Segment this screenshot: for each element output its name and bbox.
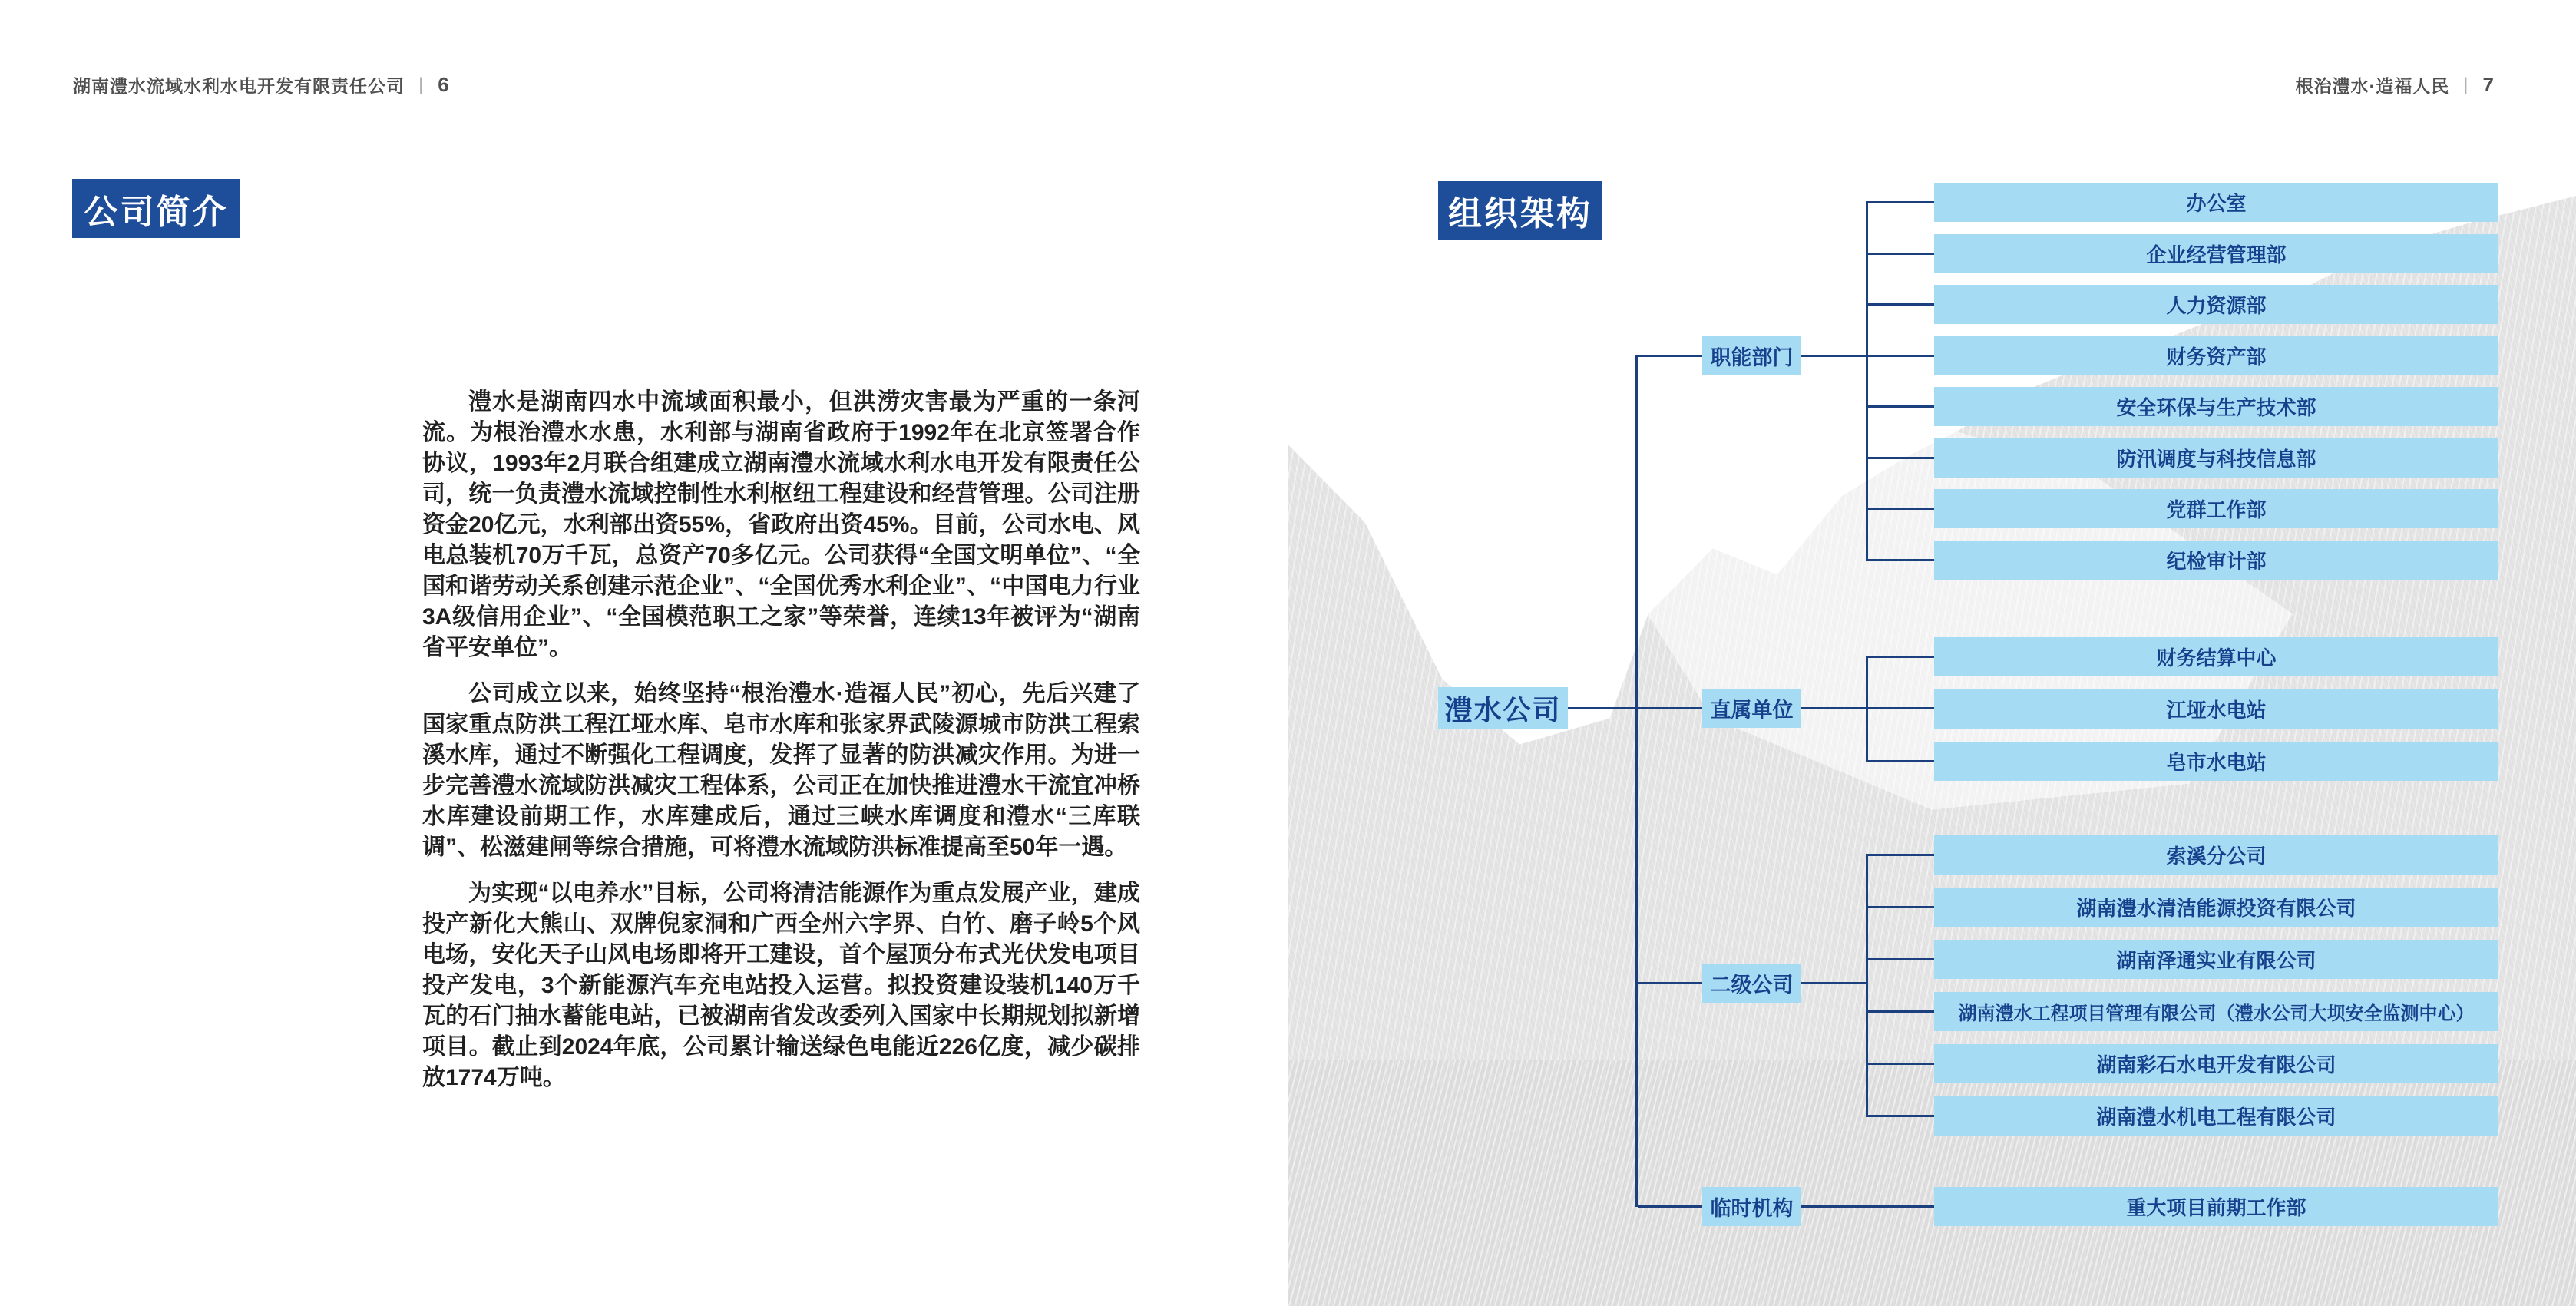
org-stub [1866, 1063, 1934, 1065]
org-category-subsidiaries: 二级公司 [1702, 964, 1801, 1003]
header-company-name: 湖南澧水流域水利水电开发有限责任公司 [73, 76, 405, 96]
org-stub [1866, 1010, 1934, 1013]
header-slogan: 根治澧水·造福人民 [2295, 76, 2450, 96]
org-category-functional-depts: 职能部门 [1702, 336, 1801, 375]
intro-paragraph-3: 为实现“以电养水”目标，公司将清洁能源作为重点发展产业，建成投产新化大熊山、双牌倪家洞和广西全州六字界、白竹、磨子岭5个风电场，安化天子山风电场即将开工建设，首个屋顶分布式光伏发电项目投产发电，3个新能源汽车充电站投入运营。拟投资建设装机140万千瓦的石门抽水蓄能电站，已被湖南省发改委列入国家中长期规划拟新增项目。截止到2024年底，公司累计输送绿色电能近226亿度，减少碳排放1774万吨。 [422, 881, 1140, 1090]
org-stub [1866, 656, 1934, 658]
company-intro-text [422, 387, 1140, 1109]
org-unit-bar: 湖南澧水清洁能源投资有限公司 [1934, 888, 2498, 927]
org-unit-bar: 财务结算中心 [1934, 637, 2498, 676]
org-bracket-3 [1866, 854, 1868, 1117]
org-unit-bar: 安全环保与生产技术部 [1934, 387, 2498, 426]
org-category-temp-orgs: 临时机构 [1702, 1187, 1801, 1226]
org-stub [1866, 303, 1934, 306]
org-stub [1866, 760, 1934, 762]
org-stub [1866, 457, 1934, 459]
org-unit-bar: 财务资产部 [1934, 336, 2498, 375]
org-unit-bar: 湖南澧水机电工程有限公司 [1934, 1096, 2498, 1136]
intro-paragraph-1: 澧水是湖南四水中流域面积最小，但洪涝灾害最为严重的一条河流。为根治澧水水患，水利部与湖南省政府于1992年在北京签署合作协议，1993年2月联合组建成立湖南澧水流域水利水电开发有限责任公司，统一负责澧水流域控制性水利枢纽工程建设和经营管理。公司注册资金20亿元，水利部出资55%，省政府出资45%。目前，公司水电、风电总装机70万千瓦，总资产70多亿元。公司获得“全国文明单位”、“全国和谐劳动关系创建示范企业”、“全国优秀水利企业”、“中国电力行业3A级信用企业”、“全国模范职工之家”等荣誉，连续13年被评为“湖南省平安单位”。 [422, 389, 1140, 660]
org-unit-bar: 湖南彩石水电开发有限公司 [1934, 1044, 2498, 1083]
org-unit-bar: 湖南澧水工程项目管理有限公司（澧水公司大坝安全监测中心） [1934, 992, 2498, 1031]
org-unit-bar: 办公室 [1934, 183, 2498, 222]
org-unit-bar: 防汛调度与科技信息部 [1934, 438, 2498, 478]
org-unit-bar: 重大项目前期工作部 [1934, 1187, 2498, 1226]
org-stub [1866, 405, 1934, 408]
page-number-right: 7 [2482, 73, 2495, 96]
org-category-direct-units: 直属单位 [1702, 689, 1801, 728]
org-stub [1866, 508, 1934, 510]
org-stub [1866, 906, 1934, 908]
org-stub [1866, 1115, 1934, 1117]
org-root-node: 澧水公司 [1438, 687, 1568, 729]
section-title-org-structure: 组织架构 [1438, 181, 1602, 240]
org-unit-bar: 湖南泽通实业有限公司 [1934, 940, 2498, 979]
page-number-left: 6 [438, 73, 450, 96]
header-divider: | [418, 74, 425, 95]
org-unit-bar: 纪检审计部 [1934, 541, 2498, 580]
org-stub [1866, 253, 1934, 255]
org-stub [1866, 854, 1934, 856]
intro-paragraph-2: 公司成立以来，始终坚持“根治澧水·造福人民”初心，先后兴建了国家重点防洪工程江垭水库、皂市水库和张家界武陵源城市防洪工程索溪水库，通过不断强化工程调度，发挥了显著的防洪减灾作用。为进一步完善澧水流域防洪减灾工程体系，公司正在加快推进澧水干流宜冲桥水库建设前期工作，水库建成后，通过三峡水库调度和澧水“三库联调”、松滋建闸等综合措施，可将澧水流域防洪标准提高至50年一遇。 [422, 681, 1140, 860]
org-stub [1866, 355, 1934, 357]
org-unit-bar: 企业经营管理部 [1934, 234, 2498, 273]
header-divider: | [2463, 74, 2469, 95]
org-unit-bar: 皂市水电站 [1934, 742, 2498, 781]
header-left [73, 72, 450, 98]
org-stub [1866, 707, 1934, 709]
org-unit-bar: 江垭水电站 [1934, 689, 2498, 729]
org-stub [1866, 958, 1934, 960]
org-stub [1866, 559, 1934, 561]
org-unit-bar: 索溪分公司 [1934, 835, 2498, 875]
org-unit-bar: 党群工作部 [1934, 489, 2498, 528]
section-title-company-intro: 公司简介 [72, 179, 240, 238]
org-unit-bar: 人力资源部 [1934, 285, 2498, 324]
org-stub [1866, 201, 1934, 203]
org-trunk-line [1635, 355, 1638, 1207]
